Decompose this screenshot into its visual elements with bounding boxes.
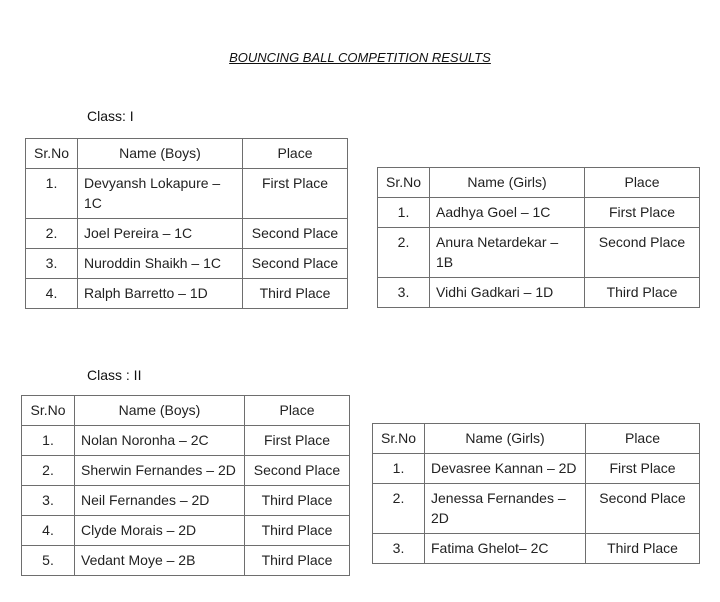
name-cell: Fatima Ghelot– 2C: [425, 534, 586, 564]
table-header-row: [22, 396, 350, 426]
name-cell: Sherwin Fernandes – 2D: [75, 456, 245, 486]
table-row: [22, 516, 350, 546]
sr-no-cell: 2.: [378, 228, 430, 278]
sr-no-cell: 1.: [22, 426, 75, 456]
place-cell: Third Place: [245, 546, 350, 576]
name-cell: Devyansh Lokapure – 1C: [78, 169, 243, 219]
place-cell: First Place: [245, 426, 350, 456]
table-row: [373, 484, 700, 534]
header-place: Place: [245, 396, 350, 426]
name-cell: Vidhi Gadkari – 1D: [430, 278, 585, 308]
table-header-row: [378, 168, 700, 198]
name-cell: Nuroddin Shaikh – 1C: [78, 249, 243, 279]
sr-no-cell: 3.: [26, 249, 78, 279]
table-row: [378, 228, 700, 278]
table-row: [22, 456, 350, 486]
name-cell: Aadhya Goel – 1C: [430, 198, 585, 228]
table-row: [26, 279, 348, 309]
header-place: Place: [243, 139, 348, 169]
name-cell: Devasree Kannan – 2D: [425, 454, 586, 484]
sr-no-cell: 2.: [22, 456, 75, 486]
class-1-boys-table: [25, 138, 348, 309]
sr-no-cell: 2.: [373, 484, 425, 534]
class-1-label: Class: I: [87, 108, 134, 124]
header-name: Name (Girls): [430, 168, 585, 198]
name-cell: Neil Fernandes – 2D: [75, 486, 245, 516]
header-sr-no: Sr.No: [22, 396, 75, 426]
class-1-girls-table: [377, 167, 700, 308]
header-sr-no: Sr.No: [378, 168, 430, 198]
table-row: [378, 198, 700, 228]
table-header-row: [373, 424, 700, 454]
table-row: [22, 486, 350, 516]
place-cell: Third Place: [243, 279, 348, 309]
place-cell: First Place: [585, 198, 700, 228]
sr-no-cell: 4.: [26, 279, 78, 309]
name-cell: Clyde Morais – 2D: [75, 516, 245, 546]
place-cell: First Place: [243, 169, 348, 219]
header-name: Name (Boys): [78, 139, 243, 169]
page-title: BOUNCING BALL COMPETITION RESULTS: [229, 50, 491, 65]
place-cell: Third Place: [586, 534, 700, 564]
class-2-boys-table: [21, 395, 350, 576]
sr-no-cell: 3.: [22, 486, 75, 516]
place-cell: Second Place: [586, 484, 700, 534]
header-name: Name (Boys): [75, 396, 245, 426]
table-row: [22, 546, 350, 576]
place-cell: Second Place: [585, 228, 700, 278]
place-cell: Second Place: [243, 219, 348, 249]
sr-no-cell: 2.: [26, 219, 78, 249]
name-cell: Vedant Moye – 2B: [75, 546, 245, 576]
class-2-label: Class : II: [87, 367, 142, 383]
table-header-row: [26, 139, 348, 169]
class-2-girls-table: [372, 423, 700, 564]
header-name: Name (Girls): [425, 424, 586, 454]
place-cell: Third Place: [245, 486, 350, 516]
name-cell: Joel Pereira – 1C: [78, 219, 243, 249]
table-row: [26, 249, 348, 279]
sr-no-cell: 1.: [373, 454, 425, 484]
name-cell: Nolan Noronha – 2C: [75, 426, 245, 456]
sr-no-cell: 5.: [22, 546, 75, 576]
place-cell: Third Place: [245, 516, 350, 546]
header-place: Place: [585, 168, 700, 198]
place-cell: Second Place: [243, 249, 348, 279]
table-row: [26, 169, 348, 219]
sr-no-cell: 1.: [26, 169, 78, 219]
place-cell: First Place: [586, 454, 700, 484]
name-cell: Jenessa Fernandes – 2D: [425, 484, 586, 534]
table-row: [22, 426, 350, 456]
table-row: [378, 278, 700, 308]
table-row: [26, 219, 348, 249]
header-sr-no: Sr.No: [26, 139, 78, 169]
sr-no-cell: 3.: [373, 534, 425, 564]
table-row: [373, 534, 700, 564]
name-cell: Anura Netardekar – 1B: [430, 228, 585, 278]
place-cell: Third Place: [585, 278, 700, 308]
name-cell: Ralph Barretto – 1D: [78, 279, 243, 309]
sr-no-cell: 3.: [378, 278, 430, 308]
place-cell: Second Place: [245, 456, 350, 486]
header-sr-no: Sr.No: [373, 424, 425, 454]
sr-no-cell: 1.: [378, 198, 430, 228]
table-row: [373, 454, 700, 484]
header-place: Place: [586, 424, 700, 454]
sr-no-cell: 4.: [22, 516, 75, 546]
